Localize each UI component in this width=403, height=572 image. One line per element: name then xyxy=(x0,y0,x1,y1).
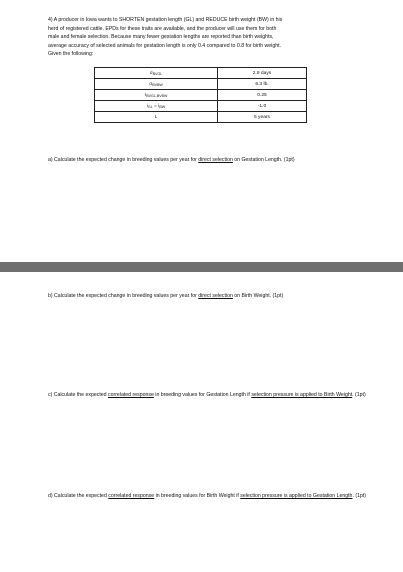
table-row xyxy=(95,79,307,90)
underlined-term: direct selection xyxy=(198,293,233,299)
param-value: 5 years xyxy=(218,112,307,123)
parameters-table xyxy=(94,67,307,123)
table-row xyxy=(95,101,307,112)
question-c: c) Calculate the expected correlated response in breeding values for Gestation Length if selection pressure is applied to Birth Weight. (1pt) xyxy=(48,392,366,398)
param-value: 6.3 lb. xyxy=(218,79,307,90)
question-d: d) Calculate the expected correlated response in breeding values for Birth Weight if selection pressure is applied to Gestation Length. (1pt) xyxy=(48,493,367,499)
underlined-term: correlated response xyxy=(107,392,154,398)
document-page-1 xyxy=(0,0,403,262)
param-value: 0.25 xyxy=(218,90,307,101)
intro-line: average accuracy of selected animals for gestation length is only 0.4 compared to 0.8 for birth weight. xyxy=(48,42,281,49)
param-value: -1.0 xyxy=(218,101,307,112)
param-value: 2.8 days xyxy=(218,68,307,79)
intro-line: 4) A producer in Iowa wants to SHORTEN gestation length (GL) and REDUCE birth weight (BW) in his xyxy=(48,17,283,23)
param-symbol: $r_{BVGL,BVBW}$ xyxy=(95,90,218,101)
question-a: a) Calculate the expected change in breeding values per year for direct selection on Gestation Length. (1pt) xyxy=(48,157,295,163)
underlined-term: direct selection xyxy=(198,157,233,163)
table-row xyxy=(95,112,307,123)
param-symbol: L xyxy=(95,112,218,123)
param-symbol: $i_{GL} = i_{BW}$ xyxy=(95,101,218,112)
underlined-term: selection pressure is applied to Birth Weight xyxy=(251,392,353,398)
table-row xyxy=(95,90,307,101)
problem-intro xyxy=(48,16,366,59)
intro-line: male and female selection. Because many fewer gestation lengths are reported than birth weights, xyxy=(48,34,274,41)
param-symbol: $\sigma_{BVBW}$ xyxy=(95,79,218,90)
intro-line: Given the following: xyxy=(48,51,94,58)
underlined-term: correlated response xyxy=(108,493,155,499)
param-symbol: $\sigma_{BVGL}$ xyxy=(95,68,218,79)
question-b: b) Calculate the expected change in breeding values per year for direct selection on Birth Weight. (1pt) xyxy=(48,293,284,299)
page-separator xyxy=(0,262,403,272)
intro-line: herd of registered cattle. EPDs for these traits are available, and the producer will use them for both xyxy=(48,25,277,32)
document-page-2 xyxy=(0,272,403,572)
table-row xyxy=(95,68,307,79)
underlined-term: selection pressure is applied to Gestation Length xyxy=(240,493,353,499)
